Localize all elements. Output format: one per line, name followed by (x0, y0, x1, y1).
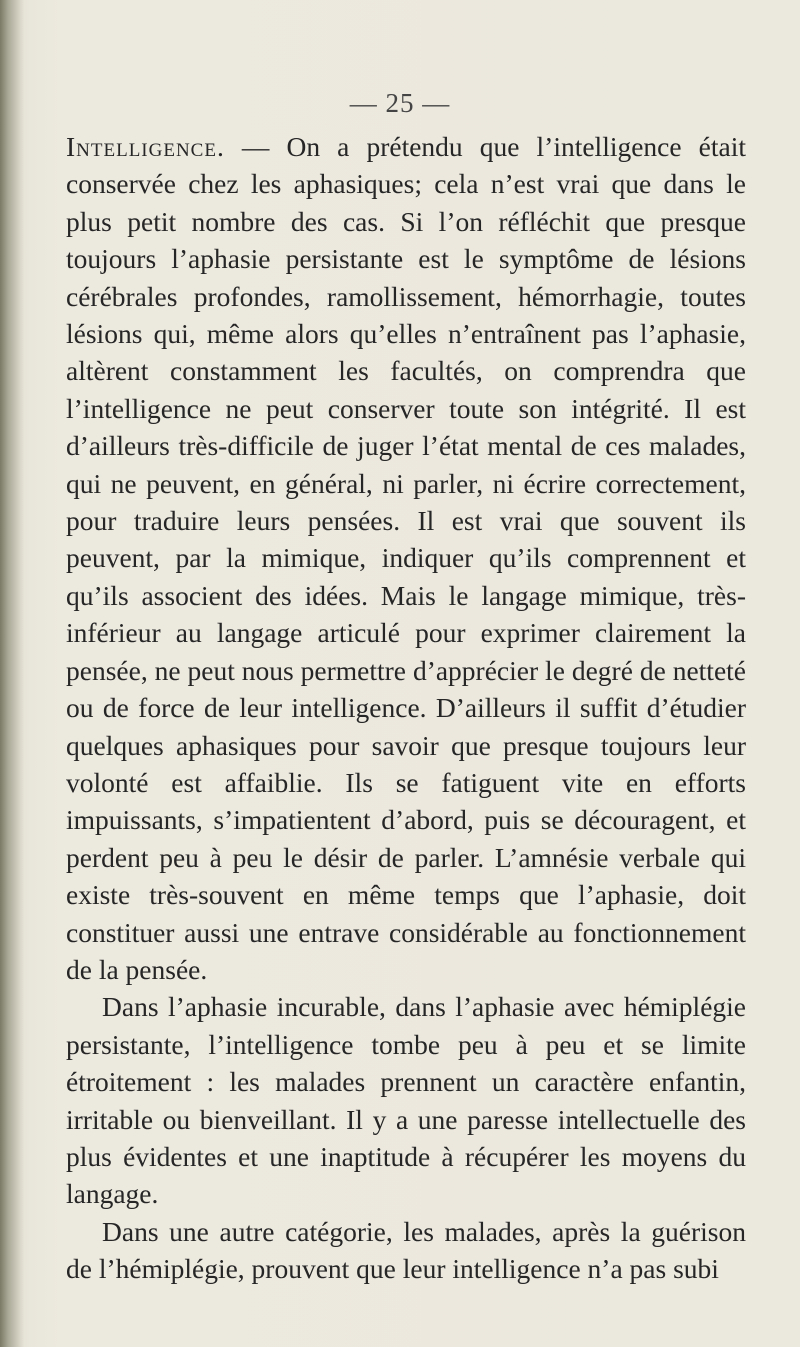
paragraph-text: — On a prétendu que l’intelligence était conservée chez les aphasiques; cela n’est vrai que dans le plus petit nombre des cas. Si l’on réfléchit que presque toujours l’aphasie persistante est le symptôme de lésions cérébrales profondes, ramollissement, hémorrhagie, toutes lésions qui, même alors qu’elles n’entraînent pas l’aphasie, altèrent constamment les facultés, on comprendra que l’intelligence ne peut conserver toute son intégrité. Il est d’ailleurs très-difficile de juger l’état mental de ces malades, qui ne peuvent, en général, ni parler, ni écrire correctement, pour traduire leurs pensées. Il est vrai que souvent ils peuvent, par la mimique, indiquer qu’ils comprennent et qu’ils associent des idées. Mais le langage mimique, très-inférieur au langage articulé pour exprimer clairement la pensée, ne peut nous permettre d’apprécier le degré de netteté ou de force de leur intelligence. D’ailleurs il suffit d’étudier quelques aphasiques pour savoir que presque toujours leur volonté est affaiblie. Ils se fatiguent vite en efforts impuissants, s’impatientent d’abord, puis se découragent, et perdent peu à peu le désir de parler. L’amnésie verbale qui existe très-souvent en même temps que l’aphasie, doit constituer aussi une entrave considérable au fonctionnement de la pensée. (66, 131, 746, 985)
section-heading: Intelligence. (66, 131, 225, 162)
body-text (66, 128, 746, 1288)
paragraph-intelligence (66, 128, 746, 988)
binding-shadow (0, 0, 24, 1347)
paragraph-autre-categorie: Dans une autre catégorie, les malades, après la guérison de l’hémiplégie, prouvent que leur intelligence n’a pas subi (66, 1215, 746, 1285)
paragraph-aphasie-incurable: Dans l’aphasie incurable, dans l’aphasie avec hémiplégie persistante, l’intelligence tombe peu à peu et se limite étroitement : les malades prennent un caractère enfantin, irritable ou bienveillant. Il y a une paresse intellectuelle des plus évidentes et une inaptitude à récupérer les moyens du langage. (66, 991, 746, 1210)
page-number: — 25 — (349, 88, 451, 118)
